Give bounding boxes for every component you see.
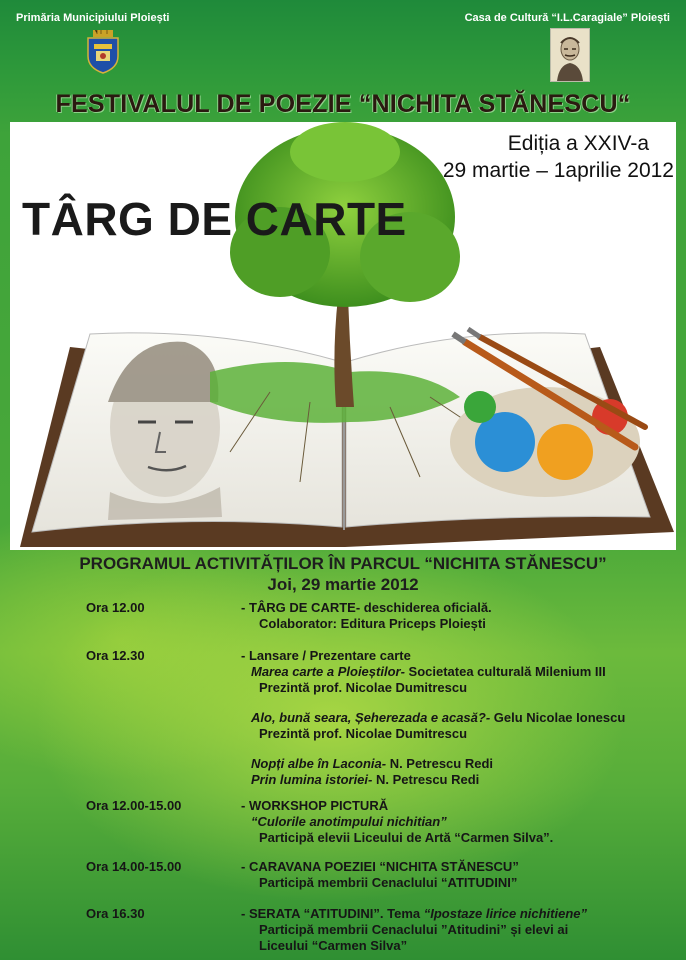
book-title: Prin lumina istoriei-: [251, 772, 373, 787]
entry-time: Ora 12.30: [86, 648, 145, 663]
entry-description: [241, 798, 661, 846]
edition-info: [443, 130, 674, 184]
entry-description: [241, 859, 661, 891]
festival-title: FESTIVALUL DE POEZIE “NICHITA STĂNESCU“: [55, 90, 631, 118]
book-author: Gelu Nicolae Ionescu: [490, 710, 626, 725]
book-publisher: Societatea culturală Milenium III: [404, 664, 606, 679]
entry-time: Ora 12.00-15.00: [86, 798, 182, 813]
caragiale-portrait-image: [550, 28, 590, 82]
book-author: N. Petrescu Redi: [386, 756, 494, 771]
book-title-line: [241, 664, 661, 680]
presenter-line: Prezintă prof. Nicolae Dumitrescu: [259, 680, 468, 695]
book-title-line: [241, 772, 661, 788]
book-title-line: [241, 756, 661, 772]
entry-line: - CARAVANA POEZIEI “NICHITA STĂNESCU”: [241, 859, 519, 874]
edition-number: Ediția a XXIV-a: [507, 132, 650, 155]
entry-line: Participă membrii Cenaclului ”Atitudini” și elevi ai: [259, 922, 569, 937]
entry-line: - TÂRG DE CARTE- deschiderea oficială.: [241, 600, 492, 615]
entry-line: - Lansare / Prezentare carte: [241, 648, 411, 663]
entry-line: - WORKSHOP PICTURĂ: [241, 798, 389, 813]
book-title: Marea carte a Ploieștilor-: [251, 664, 405, 679]
book-title: Nopți albe în Laconia-: [251, 756, 387, 771]
ploiesti-coat-of-arms-icon: [86, 30, 120, 74]
entry-line: Colaborator: Editura Priceps Ploiești: [259, 616, 486, 631]
entry-line: Participă membrii Cenaclului “ATITUDINI”: [259, 875, 518, 890]
workshop-theme: [241, 814, 661, 830]
book-author: N. Petrescu Redi: [372, 772, 480, 787]
entry-time: Ora 16.30: [86, 906, 145, 921]
book-title-line: [241, 710, 661, 726]
program-title: PROGRAMUL ACTIVITĂȚILOR ÎN PARCUL “NICHITA STĂNESCU”: [79, 554, 607, 573]
program-day: Joi, 29 martie 2012: [267, 575, 419, 594]
book-fair-banner-image: [10, 122, 676, 550]
entry-line: [241, 906, 681, 922]
presenter-line: Prezintă prof. Nicolae Dumitrescu: [259, 726, 468, 741]
book-fair-title: TÂRG DE CARTE: [22, 193, 407, 245]
entry-line: Participă elevii Liceului de Artă “Carmen Silva”.: [259, 830, 554, 845]
entry-description: [241, 906, 681, 954]
entry-description: [241, 600, 661, 632]
header-left-institution: Primăria Municipiului Ploiești: [16, 12, 170, 24]
entry-time: Ora 12.00: [86, 600, 145, 615]
entry-line-start: - SERATA “ATITUDINI”. Tema: [241, 906, 424, 921]
book-title: Alo, bună seara, Șeherezada e acasă?-: [251, 710, 491, 725]
entry-description: [241, 648, 661, 788]
workshop-theme-text: “Culorile anotimpului nichitian”: [251, 814, 447, 829]
entry-time: Ora 14.00-15.00: [86, 859, 182, 874]
festival-dates: 29 martie – 1aprilie 2012: [442, 159, 674, 182]
entry-line: Liceului “Carmen Silva”: [259, 938, 408, 953]
serata-theme: “Ipostaze lirice nichitiene”: [423, 906, 588, 921]
header-right-institution: Casa de Cultură “I.L.Caragiale” Ploiești: [464, 12, 670, 24]
